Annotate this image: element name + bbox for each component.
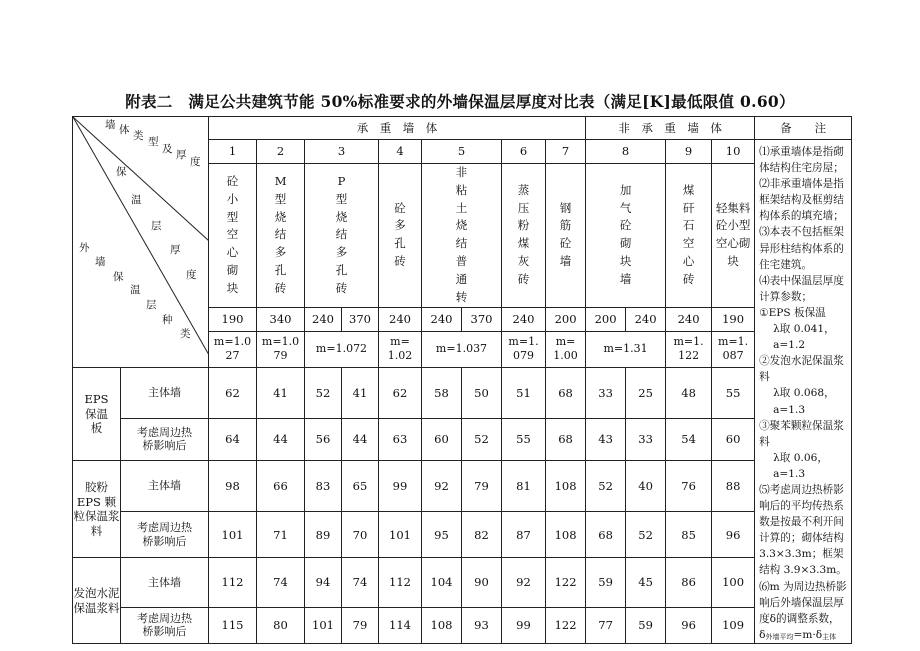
diag-label: 度 (186, 269, 197, 281)
thickness-cell: 190 (209, 307, 257, 331)
value-cell: 99 (379, 460, 422, 511)
wall-type-name (666, 164, 712, 308)
value-cell: 25 (626, 367, 666, 418)
thickness-cell: 240 (626, 307, 666, 331)
wall-type-text: 蒸压粉煤灰砖 (517, 182, 530, 286)
value-cell: 87 (502, 512, 546, 558)
value-cell: 77 (586, 607, 626, 643)
m-value-cell: m=1.122 (666, 331, 712, 367)
wall-type-name (546, 164, 586, 308)
table-row (73, 460, 852, 511)
table-row (73, 418, 852, 460)
value-cell: 68 (586, 512, 626, 558)
value-cell: 51 (502, 367, 546, 418)
thickness-cell: 240 (422, 307, 462, 331)
note: ⑹m 为周边热桥影响后外墙保温层厚度δ的调整系数， (759, 580, 847, 625)
value-cell: 60 (712, 418, 755, 460)
note: ②发泡水泥保温浆料 (759, 355, 844, 384)
note: ⑷表中保温层厚度计算参数； (759, 274, 844, 303)
value-cell: 115 (209, 607, 257, 643)
wall-type-name (257, 164, 305, 308)
value-cell: 96 (712, 512, 755, 558)
value-cell: 50 (462, 367, 502, 418)
row-label: 主体墙 (121, 367, 209, 418)
value-cell: 109 (712, 607, 755, 643)
value-cell: 95 (422, 512, 462, 558)
table-row (73, 512, 852, 558)
diag-label: 墙 (105, 119, 116, 131)
col-number: 9 (666, 140, 712, 164)
thickness-cell: 240 (502, 307, 546, 331)
diag-label: 温 (130, 284, 141, 296)
value-cell: 59 (626, 607, 666, 643)
wall-type-text: P型烧结多孔砖 (335, 173, 348, 295)
diag-label: 类 (133, 130, 144, 142)
value-cell: 108 (422, 607, 462, 643)
wall-type-text: 砼小型空心砌块 (226, 173, 239, 295)
value-cell: 55 (712, 367, 755, 418)
insulation-type-eps-granule: 胶粉 EPS 颗 粒保温浆 料 (73, 460, 121, 557)
value-cell: 62 (209, 367, 257, 418)
formula: $\delta_{外墙平均}=m\cdot\delta_{主体}$ (759, 628, 837, 641)
m-value-cell: m=1.00 (546, 331, 586, 367)
load-bearing-header: 承 重 墙 体 (209, 117, 586, 140)
note: ①EPS 板保温 (759, 306, 826, 319)
value-cell: 66 (257, 460, 305, 511)
value-cell: 86 (666, 558, 712, 607)
diag-label: 厚 (170, 244, 181, 256)
table-row (73, 607, 852, 643)
thickness-cell: 370 (462, 307, 502, 331)
value-cell: 104 (422, 558, 462, 607)
value-cell: 79 (342, 607, 379, 643)
diag-label: 墙 (95, 256, 106, 268)
note: λ取 0.06，a=1.3 (773, 451, 828, 480)
value-cell: 112 (379, 558, 422, 607)
value-cell: 90 (462, 558, 502, 607)
m-value-cell: m=1.02 (379, 331, 422, 367)
insulation-type-eps: EPS 保温 板 (73, 367, 121, 460)
notes-cell (755, 140, 852, 644)
wall-type-text: 煤矸石空心砖 (682, 182, 695, 286)
col-number: 7 (546, 140, 586, 164)
value-cell: 101 (379, 512, 422, 558)
value-cell: 41 (257, 367, 305, 418)
value-cell: 76 (666, 460, 712, 511)
value-cell: 101 (209, 512, 257, 558)
value-cell: 108 (546, 460, 586, 511)
value-cell: 94 (305, 558, 342, 607)
value-cell: 41 (342, 367, 379, 418)
wall-type-name (209, 164, 257, 308)
wall-type-text: M型烧结多孔砖 (274, 173, 287, 295)
thickness-cell: 240 (666, 307, 712, 331)
row-label: 考虑周边热 桥影响后 (121, 418, 209, 460)
insulation-type-foam-cement: 发泡水泥 保温浆料 (73, 558, 121, 643)
wall-type-name (586, 164, 666, 308)
thickness-cell: 340 (257, 307, 305, 331)
row-label: 主体墙 (121, 558, 209, 607)
wall-type-text: 砼多孔砖 (394, 200, 406, 269)
col-number: 8 (586, 140, 666, 164)
note: ⑴承重墙体是指砌体结构住宅房屋； (759, 146, 844, 175)
value-cell: 52 (462, 418, 502, 460)
value-cell: 101 (305, 607, 342, 643)
value-cell: 88 (712, 460, 755, 511)
value-cell: 48 (666, 367, 712, 418)
value-cell: 68 (546, 418, 586, 460)
wall-type-name (379, 164, 422, 308)
row-label: 主体墙 (121, 460, 209, 511)
value-cell: 83 (305, 460, 342, 511)
thickness-cell: 240 (305, 307, 342, 331)
diag-label: 类 (180, 328, 191, 340)
value-cell: 89 (305, 512, 342, 558)
m-value-cell: m=1.079 (257, 331, 305, 367)
diag-label: 厚 (176, 149, 187, 161)
diag-label: 保 (116, 166, 127, 178)
wall-type-text: 加气砼砌块墙 (619, 182, 632, 286)
note: λ取 0.068，a=1.3 (773, 387, 835, 416)
wall-type-name (305, 164, 379, 308)
col-number: 2 (257, 140, 305, 164)
value-cell: 92 (422, 460, 462, 511)
value-cell: 63 (379, 418, 422, 460)
value-cell: 55 (502, 418, 546, 460)
value-cell: 81 (502, 460, 546, 511)
value-cell: 70 (342, 512, 379, 558)
value-cell: 114 (379, 607, 422, 643)
table-row (73, 367, 852, 418)
wall-type-name (502, 164, 546, 308)
value-cell: 68 (546, 367, 586, 418)
value-cell: 74 (342, 558, 379, 607)
non-load-bearing-header: 非 承 重 墙 体 (586, 117, 755, 140)
diag-label: 及 (162, 143, 173, 155)
m-value-cell: m=1.027 (209, 331, 257, 367)
wall-type-name (712, 164, 755, 308)
value-cell: 62 (379, 367, 422, 418)
wall-type-text: 钢筋砼墙 (559, 200, 572, 269)
row-label: 考虑周边热 桥影响后 (121, 607, 209, 643)
value-cell: 79 (462, 460, 502, 511)
value-cell: 74 (257, 558, 305, 607)
value-cell: 52 (305, 367, 342, 418)
diag-label: 外 (79, 242, 90, 254)
thickness-cell: 190 (712, 307, 755, 331)
m-value-cell: m=1.31 (586, 331, 666, 367)
row-label: 考虑周边热 桥影响后 (121, 512, 209, 558)
value-cell: 85 (666, 512, 712, 558)
thickness-cell: 240 (379, 307, 422, 331)
value-cell: 44 (342, 418, 379, 460)
value-cell: 122 (546, 607, 586, 643)
value-cell: 99 (502, 607, 546, 643)
value-cell: 112 (209, 558, 257, 607)
diagonal-header-cell (73, 117, 209, 368)
wall-type-text: 轻集料砼小型空心砌块 (715, 200, 751, 269)
col-number: 4 (379, 140, 422, 164)
value-cell: 65 (342, 460, 379, 511)
note: ⑶本表不包括框架异形柱结构体系的住宅建筑。 (759, 226, 844, 271)
wall-type-name (422, 164, 502, 308)
value-cell: 93 (462, 607, 502, 643)
value-cell: 92 (502, 558, 546, 607)
diag-label: 层 (151, 220, 162, 232)
diag-label: 保 (113, 271, 124, 283)
m-value-cell: m=1.079 (502, 331, 546, 367)
value-cell: 44 (257, 418, 305, 460)
value-cell: 45 (626, 558, 666, 607)
col-number: 5 (422, 140, 502, 164)
m-value-cell: m=1.037 (422, 331, 502, 367)
value-cell: 56 (305, 418, 342, 460)
value-cell: 80 (257, 607, 305, 643)
page-title: 附表二 满足公共建筑节能 50%标准要求的外墙保温层厚度对比表（满足[K]最低限值 0.60） (125, 92, 795, 111)
remarks-header: 备 注 (755, 117, 852, 140)
thickness-cell: 370 (342, 307, 379, 331)
col-number: 3 (305, 140, 379, 164)
wall-type-text: 非粘土烧结普通转 (455, 165, 468, 304)
value-cell: 100 (712, 558, 755, 607)
value-cell: 60 (422, 418, 462, 460)
value-cell: 82 (462, 512, 502, 558)
diag-label: 体 (119, 124, 130, 136)
value-cell: 58 (422, 367, 462, 418)
diag-label: 温 (131, 194, 142, 206)
note: ③聚苯颗粒保温浆料 (759, 419, 844, 448)
m-value-cell: m=1.087 (712, 331, 755, 367)
col-number: 1 (209, 140, 257, 164)
value-cell: 96 (666, 607, 712, 643)
value-cell: 33 (586, 367, 626, 418)
value-cell: 54 (666, 418, 712, 460)
diag-label: 种 (162, 314, 173, 326)
diag-label: 层 (146, 299, 157, 311)
value-cell: 64 (209, 418, 257, 460)
col-number: 10 (712, 140, 755, 164)
value-cell: 43 (586, 418, 626, 460)
value-cell: 40 (626, 460, 666, 511)
note: ⑸考虑周边热桥影响后的平均传热系数是按最不利开间计算的；砌体结构 3.3×3.3m；框架结构 3.9×3.3m。 (759, 483, 847, 577)
note: ⑵非承重墙体是指框架结构及框剪结构体系的填充墙； (759, 178, 844, 223)
value-cell: 59 (586, 558, 626, 607)
value-cell: 98 (209, 460, 257, 511)
value-cell: 33 (626, 418, 666, 460)
value-cell: 52 (626, 512, 666, 558)
col-number: 6 (502, 140, 546, 164)
diag-label: 度 (190, 156, 201, 168)
table-row (73, 558, 852, 607)
thickness-comparison-table (72, 116, 852, 644)
thickness-cell: 200 (546, 307, 586, 331)
m-value-cell: m=1.072 (305, 331, 379, 367)
value-cell: 108 (546, 512, 586, 558)
thickness-cell: 200 (586, 307, 626, 331)
value-cell: 52 (586, 460, 626, 511)
diag-label: 型 (148, 136, 159, 148)
value-cell: 71 (257, 512, 305, 558)
value-cell: 122 (546, 558, 586, 607)
note: λ取 0.041，a=1.2 (773, 323, 835, 352)
